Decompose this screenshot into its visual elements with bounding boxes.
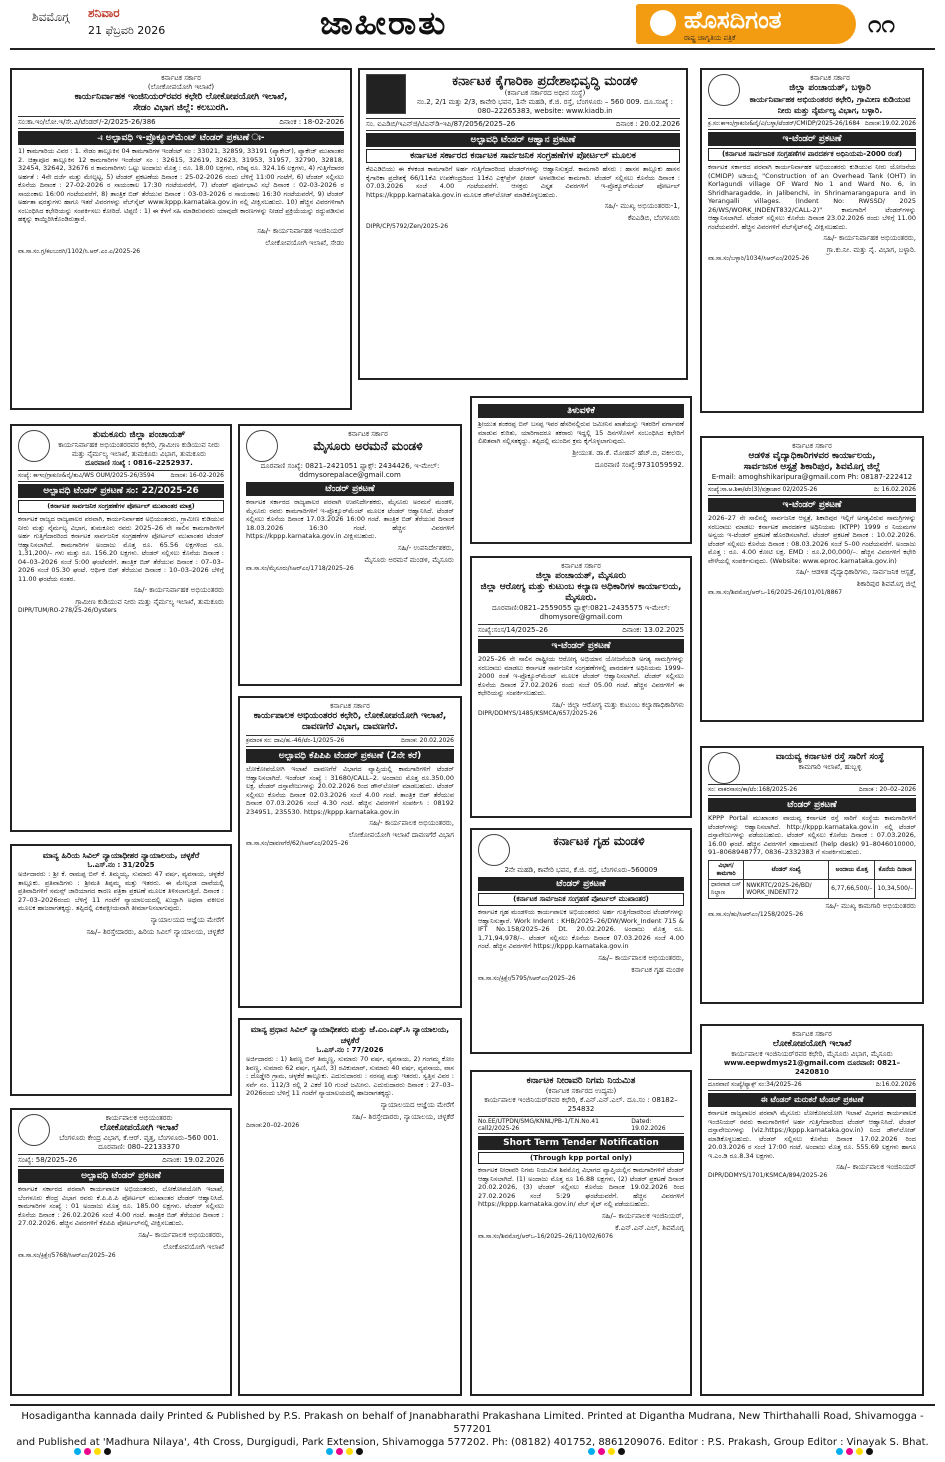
ad-sign: ಸಹಿ/- ಕಾರ್ಯನಿರ್ವಾಹಕ ಇಂಜಿನಿಯರ್ — [257, 226, 344, 235]
ad-dept: ಕಾರ್ಯಪಾಲಕ ಅಭಿಯಂತರರ ಕಛೇರಿ, ಲೋಕೋಪಯೋಗಿ ಇಲಾಖೆ, ದಾವಣಗೆರೆ ವಿಭಾಗ, ದಾವಣಗೆರೆ. — [253, 711, 447, 732]
ad-body: 2026–27 ನೇ ಸಾಲಿನಲ್ಲಿ ಸಾರ್ವಜನಿಕ ಆಸ್ಪತ್ರೆ, ಶಿಕಾರಿಪುರ ಇಲ್ಲಿಗೆ ಅಗತ್ಯವಿರುವ ಸಾಮಗ್ರಿಗಳನ್ನು ಸರಬರಾಜು ಮಾಡಲು ಕರ್ನಾಟಕ ಪಾರದರ್ಶಕ ಅಧಿನಿಯಮ (KTPP) 1999 ರ ನಿಯಮಗಳ ಅನ್ವಯ ಇ-ಟೆಂಡರ್ ಪ್ರಕಟಣೆ ಹೊರಡಿಸಲಾಗಿದೆ. ಟೆಂಡರ್ ಪ್ರಕಟಣೆ ದಿನಾಂಕ : 10.02.2026. ಟೆಂಡರ್ ಸಲ್ಲಿಸಲು ಕೊನೆಯ ದಿನಾಂಕ : 08.03.2026 ಸಂಜೆ 5–00 ಗಂಟೆಯವರೆಗೆ. ಅಂದಾಜು ಮೊತ್ತ : ರೂ. 4.00 ಕೋಟಿ ಲಕ್ಷ. EMD : ರೂ.2,00,000/–. ಹೆಚ್ಚಿನ ವಿವರಗಳಿಗೆ ಕಛೇರಿ ವೇಳೆಯಲ್ಲಿ ಸಂಪರ್ಕಿಸುವುದು. (Website: www.eproc.karnataka.gov.in) — [708, 514, 916, 565]
date-label: 21 ಫೆಬ್ರವರಿ 2026 — [88, 24, 166, 37]
ad-sign: ಸಹಿ/- ಜಿಲ್ಲಾ ಆರೋಗ್ಯ ಮತ್ತು ಕುಟುಂಬ ಕಲ್ಯಾಣಾಧಿಕಾರಿಗಳು — [551, 700, 684, 709]
ad-footer-code: ವಾ.ಸಾ.ಸಂ/ಶಿವಮೊಗ್ಗ/ಆರ್‌ಒ-16/2025–26/110/02/6076 — [478, 1232, 613, 1240]
ad-band: ಇ-ಟೆಂಡರ್ ಪ್ರಕಟಣೆ — [708, 132, 916, 146]
ad-band: ಅಲ್ಪಾವಧಿ ಟೆಂಡರ್ ಪ್ರಕಟಣೆ — [18, 1169, 224, 1183]
registration-dot — [346, 1448, 353, 1455]
registration-dot — [356, 1448, 363, 1455]
ad-band: ಟೆಂಡರ್ ಪ್ರಕಟಣೆ — [708, 798, 916, 812]
ad-zp-ballari — [700, 68, 924, 413]
ad-pwd-sedam — [10, 68, 352, 410]
ad-refs — [708, 484, 916, 496]
ad-sign2: ಕರ್ನಾಟಕ ಗೃಹ ಮಂಡಳಿ — [631, 965, 684, 974]
ad-public-notice — [470, 396, 692, 544]
ad-band2: (ಕರ್ನಾಟಕ ಸಾರ್ವಜನಿಕ ಸಂಗ್ರಹಣೆ ಪೋರ್ಟಲ್ ಮುಖಾಂತರ) — [478, 893, 684, 906]
ad-dept2: ಕಾರ್ಯನಿರ್ವಾಹಕ ಅಭಿಯಂತರರ ಕಛೇರಿ, ಗ್ರಾಮೀಣ ಕುಡಿಯುವ ನೀರು ಮತ್ತು ನೈರ್ಮಲ್ಯ ವಿಭಾಗ, ಬಳ್ಳಾರಿ. — [749, 95, 911, 115]
ad-addr: ನಂ.2, 2/1 ಮತ್ತು 2/3, ಕಾವೇರಿ ಭವನ, 1ನೇ ಮಹಡಿ, ಕೆ.ಜಿ. ರಸ್ತೆ, ಬೆಂಗಳೂರು – 560 009. ದೂ.ಸಂಖ್ಯೆ : 080–22265383, website: www.kiadb.in — [417, 98, 673, 115]
ad-dept2: ಸೇಡಂ ವಿಭಾಗ ಜಿಲ್ಲೆ: ಕಲಬುರಗಿ. — [133, 103, 229, 113]
ad-sign: ಸಹಿ/– ಕಾರ್ಯಪಾಲಕ ಅಭಿಯಂತರರು, — [598, 953, 684, 962]
color-registration-marks — [326, 1448, 363, 1455]
ad-ref: No.EE/UTPDN/SMG/KNNL/PB-1/T.N.No.41 call2/2025-26 — [478, 1118, 599, 1132]
brand-name: ಹೊಸದಿಗಂತ — [684, 6, 782, 34]
registration-dot — [846, 1448, 853, 1455]
brand-emblem-icon — [650, 10, 676, 36]
ad-ref: ಸಂ. ಐಎಡಿಬಿ/ಇಎನ್‌ಜಿ/ಟಿಎನ್‌ಡಿ-ಇಪಿ/87/2056/2025–26 — [366, 120, 516, 128]
ad-govt-label: ಕರ್ನಾಟಕ ಸರ್ಕಾರ — [330, 702, 370, 710]
ad-footer-code: DIPR/DDMYS/1701/KSMCA/894/2025-26 — [708, 1172, 828, 1179]
ad-khb — [470, 828, 692, 1054]
ad-date: Dated: 19.02.2026 — [631, 1118, 666, 1132]
ad-date: ದಿನಾಂಕ : 20–02–2026 — [858, 786, 916, 793]
ad-band: ತಿಳುವಳಿಕೆ — [478, 404, 684, 418]
ad-court-2 — [238, 1018, 462, 1396]
ad-addr: E-mail: amoghshikaripura@gmail.com Ph: 08187-222412 — [711, 473, 913, 481]
ad-ref: ಸಂಖ್ಯೆ: ಕಾಇಂ/ಗ್ರಾಕುನೀ&ನೈ/ತುವಿ/WS OUM/2025-26/3594 — [18, 472, 155, 479]
ad-sign2: ಲೋಕೋಪಯೋಗಿ ಇಲಾಖೆ — [163, 1242, 224, 1251]
color-registration-marks — [588, 1448, 625, 1455]
ad-refs — [708, 784, 916, 796]
ad-pwd-bengaluru — [10, 1108, 232, 1396]
ad-addr: ದೂರವಾಣಿ ಸಂಖ್ಯೆ: 0821–2421051 ಫ್ಯಾಕ್ಸ್: 2434426, ಇ-ಮೇಲ್: ddmysorepalace@gmail.com — [260, 462, 440, 479]
ad-org: ಕರ್ನಾಟಕ ನೀರಾವರಿ ನಿಗಮ ನಿಯಮಿತ — [526, 1076, 636, 1086]
tender-table — [708, 860, 916, 899]
ad-refs — [18, 116, 344, 129]
brand-tagline: ರಾಷ್ಟ್ರ ಜಾಗೃತಿಯ ಪತ್ರಿಕೆ — [684, 34, 736, 42]
table-cell: 10,34,500/– — [875, 879, 916, 898]
imprint-footer — [10, 1404, 935, 1449]
ad-case-no: ಓ.ಎಸ್.ನಂ : 77/2026 — [316, 1046, 384, 1054]
ad-body: ಅರ್ಜಿದಾರರು : ಶ್ರೀ ಕೆ. ರಾಮಪ್ಪ ಬಿನ್ ಕೆ. ತಿಮ್ಮಯ್ಯ, ಸುಮಾರು 47 ವರ್ಷ, ವ್ಯವಸಾಯ, ಚಳ್ಳಕೆರೆ ತಾಲ್ಲೂಕು. ಪ್ರತಿವಾದಿಗಳು : ಶ್ರೀಮತಿ ತಿಪ್ಪಮ್ಮ ಮತ್ತು ಇತರರು. ಈ ಮೇಲ್ಕಂಡ ದಾವೆಯಲ್ಲಿ ಪ್ರತಿವಾದಿಗಳಿಗೆ ಸಮನ್ಸ್ ಜಾರಿಯಾಗದ ಕಾರಣ ಪತ್ರಿಕಾ ಪ್ರಕಟಣೆ ಮೂಲಕ ತಿಳಿಸಲಾಗುತ್ತಿದೆ. ದಿನಾಂಕ : 27–03–2026ರಂದು ಬೆಳಿಗ್ಗೆ 11 ಗಂಟೆಗೆ ನ್ಯಾಯಾಲಯದಲ್ಲಿ ಖುದ್ದಾಗಿ ಅಥವಾ ವಕೀಲರ ಮೂಲಕ ಹಾಜರಾಗತಕ್ಕದ್ದು. ತಪ್ಪಿದಲ್ಲಿ ಏಕಪಕ್ಷೀಯವಾಗಿ ತೀರ್ಮಾನಿಸಲಾಗುವುದು. — [18, 870, 224, 912]
ad-footer-code: ವಾ.ಸಾ.ಸಂ/ಕ್ರಿಕ್ಷೇ/5795/ಸಿಆರ್‌ಎಂ/2025–26 — [478, 974, 576, 982]
ad-sign: ಸಹಿ/– ಕಾರ್ಯಪಾಲಕ ಇಂಜಿನಿಯರ್ — [836, 1163, 916, 1171]
masthead-title: ಜಾಹೀರಾತು — [320, 4, 448, 42]
ad-footer-code: ವಾ.ಸಾ.ಸಂ.ಗ್ರ/ಕಲಬುರಗಿ/1102/ಸಿ.ಆರ್.ಎಂ.ಎ/2025-26 — [18, 247, 141, 255]
ad-org: ಕರ್ನಾಟಕ ಕೈಗಾರಿಕಾ ಪ್ರದೇಶಾಭಿವೃದ್ಧಿ ಮಂಡಳಿ — [452, 74, 638, 89]
registration-dot — [326, 1448, 333, 1455]
ad-refs — [366, 118, 680, 131]
ad-sign2: ಮೈಸೂರು ಅರಮನೆ ಮಂಡಳಿ, ಮೈಸೂರು — [364, 555, 454, 564]
ad-footer-code: DIPR/TUM/RO-278/25-26/Oysters — [18, 607, 117, 614]
ad-body: ಕೆಐಎಡಿಬಿಯು ಈ ಕೆಳಕಂಡ ಕಾಮಗಾರಿಗೆ ಅರ್ಹ ಗುತ್ತಿಗೆದಾರರಿಂದ ಟೆಂಡರ್‌ಗಳನ್ನು ಆಹ್ವಾನಿಸುತ್ತದೆ. ಕಾಮಗಾರಿ ಹೆಸರು : ಹಾಸನ ತಾಲ್ಲೂಕು ಹಾಸನ ಕೈಗಾರಿಕಾ ಪ್ರದೇಶಕ್ಕೆ 66/11ಕೆವಿ ಉಪಕೇಂದ್ರದಿಂದ 11ಕೆವಿ ಎಕ್ಸ್‌ಪ್ರೆಸ್ ಫೀಡರ್ ಅಳವಡಿಸುವ ಕಾಮಗಾರಿ. ಟೆಂಡರ್ ಸಲ್ಲಿಸಲು ಕೊನೆಯ ದಿನಾಂಕ : 07.03.2026 ಸಂಜೆ 4.00 ಗಂಟೆಯವರೆಗೆ. ಆಸಕ್ತರು ವಿಸ್ತೃತ ವಿವರಗಳಿಗೆ ಇ-ಪ್ರೊಕ್ಯೂರ್‌ಮೆಂಟ್ ಪೋರ್ಟಲ್ https://kppp.karnataka.gov.in ಮೂಲಕ ಡೌನ್‌ಲೋಡ್ ಮಾಡಿಕೊಳ್ಳಬಹುದು. — [366, 165, 680, 199]
ad-addr: www.eepwdmys21@gmail.com ದೂರವಾಣಿ: 0821–2420810 — [723, 1059, 901, 1076]
ad-sign2: ಲೋಕೋಪಯೋಗಿ ಇಲಾಖೆ ದಾವಣಗೆರೆ ವಿಭಾಗ — [348, 831, 454, 839]
ad-date: ದಿನಾಂಕ : 18-02-2026 — [279, 118, 344, 126]
ad-govt-label: ಕರ್ನಾಟಕ ಸರ್ಕಾರ — [810, 74, 850, 82]
ad-dept: ಲೋಕೋಪಯೋಗಿ ಇಲಾಖೆ — [99, 1123, 179, 1133]
registration-dot — [94, 1448, 101, 1455]
ad-date: ದಿ:16.02.2026 — [875, 1081, 916, 1088]
ad-refs — [246, 735, 454, 747]
brand-logo — [636, 4, 856, 44]
ad-band2: (ಕರ್ನಾಟಕ ಸಾರ್ವಜನಿಕ ಸಂಗ್ರಹಣೆಗಳ ಪೋರ್ಟಲ್ ಮುಖಾಂತರ ಮಾತ್ರ) — [18, 500, 224, 513]
ad-ref: ಸಂಖ್ಯೆ: 58/2025–26 — [18, 1156, 78, 1164]
color-registration-marks — [74, 1448, 111, 1455]
ad-sign: ಸಹಿ/- ಮುಖ್ಯ ಅಭಿಯಂತರರು-1, — [604, 202, 680, 210]
ad-sign2: ಸಹಿ/– ಶಿರಸ್ತೇದಾರರು, ಹಿರಿಯ ಸಿವಿಲ್ ನ್ಯಾಯಾಲಯ, ಚಳ್ಳಕೆರೆ — [86, 927, 224, 936]
ad-kiadb — [358, 68, 688, 380]
ad-sub-label: (ಕರ್ನಾಟಕ ಸರ್ಕಾರದ ಅಧೀನ ಸಂಸ್ಥೆ) — [504, 89, 586, 97]
ad-sign: ನ್ಯಾಯಾಲಯದ ಆಜ್ಞೆಯ ಮೇರೆಗೆ — [380, 1100, 454, 1109]
table-header-cell: ಅಂದಾಜು ಮೊತ್ತ — [829, 860, 875, 879]
imprint-line-1: Hosadigantha kannada daily Printed & Published by P.S. Prakash on behalf of Jnanabharathi Prakashana Limited. Printed at Digantha Mudrana, New Thirthahalli Road, Shivamogga - 577201 — [21, 1411, 924, 1435]
ad-ref: ಸಂಖ್ಯೆ:ಸಂಸ/14/2025–26 — [478, 626, 548, 634]
kiadb-logo-icon — [366, 74, 406, 114]
ad-date: ದಿನಾಂಕ: 16-02-2026 — [170, 472, 224, 479]
ad-dept2: ಜಿಲ್ಲಾ ಆರೋಗ್ಯ ಮತ್ತು ಕುಟುಂಬ ಕಲ್ಯಾಣ ಅಧಿಕಾರಿಗಳ ಕಾರ್ಯಾಲಯ, ಮೈಸೂರು. — [480, 582, 682, 603]
ad-org: ಮೈಸೂರು ಅರಮನೆ ಮಂಡಳಿ — [313, 439, 423, 453]
ad-addr: ದೂರವಾಣಿ ಸಂಖ್ಯೆ : 0816–2252937. — [85, 459, 193, 467]
registration-dot — [74, 1448, 81, 1455]
ad-sign: ಸಹಿ/- ಕಾರ್ಯಪಾಲಕ ಅಭಿಯಂತರರು, — [369, 819, 454, 827]
ad-band: ಟೆಂಡರ್ ಪ್ರಕಟಣೆ — [478, 877, 684, 891]
ad-date: ದಿನಾಂಕ : 20.02.2026 — [615, 120, 680, 128]
registration-dot — [588, 1448, 595, 1455]
location-label: ಶಿವಮೊಗ್ಗ — [32, 10, 70, 24]
ad-dept2: ಸಾರ್ವಜನಿಕ ಆಸ್ಪತ್ರೆ ಶಿಕಾರಿಪುರ, ಶಿವಮೊಗ್ಗ ಜಿಲ್ಲೆ — [743, 462, 881, 472]
ad-case-no: ಓ.ಎಸ್.ನಂ : 31/2025 — [87, 861, 155, 869]
ad-court-title: ಮಾನ್ಯ ಪ್ರಧಾನ ಸಿವಿಲ್ ನ್ಯಾಯಾಧೀಶರು ಮತ್ತು ಜೆ.ಎಂ.ಎಫ್.ಸಿ ನ್ಯಾಯಾಲಯ, ಚಳ್ಳಕೆರೆ — [250, 1025, 450, 1045]
ad-addr: ಬೆಂಗಳೂರು ಕೇಂದ್ರ ವಿಭಾಗ, ಕೆ.ಆರ್. ವೃತ್ತ, ಬೆಂಗಳೂರು–560 001. ದೂರವಾಣಿ: 080–22133370 — [59, 1134, 219, 1151]
ad-sub-label: (ಲೋಕೋಪಯೋಗಿ ಇಲಾಖೆ) — [147, 83, 215, 91]
ad-footer-code: DIPR/CP/5792/Zen/2025-26 — [366, 223, 449, 230]
imprint-line-2: and Published at 'Madhura Nilaya', 4th Cross, Durgigudi, Park Extension, Shivamogga 577202. Ph: (08182) 401752, 8861209076. Editor : P.S. Prakash, Group Editor : Vinayak S. Bhat. — [16, 1437, 929, 1448]
ad-ref: ಸಂಖ್ಯೆ:ಸಾ.ಆ.ಶಿಕಾ/ಟೆಂ(3)/ಪತ್ರಾಜಾರ 02/2025-26 — [708, 486, 818, 493]
ad-court-challakere — [10, 844, 232, 1096]
ad-sign2: ಸಹಿ/– ಶಿರಸ್ತೇದಾರರು, ನ್ಯಾಯಾಲಯ, ಚಳ್ಳಕೆರೆ — [351, 1112, 454, 1121]
registration-dot — [836, 1448, 843, 1455]
ad-sub-label: (ಕರ್ನಾಟಕ ಸರ್ಕಾರದ ಉದ್ಯಮ) — [545, 1087, 617, 1095]
ad-body: 2025–26 ನೇ ಸಾಲಿನ ರಾಷ್ಟ್ರೀಯ ಆರೋಗ್ಯ ಅಭಿಯಾನ ಯೋಜನೆಯಡಿ ಅಗತ್ಯ ಸಾಮಗ್ರಿಗಳನ್ನು ಸರಬರಾಜು ಮಾಡಲು ಕರ್ನಾಟಕ ಸಾರ್ವಜನಿಕ ಸಂಗ್ರಹಣೆಗಳಲ್ಲಿ ಪಾರದರ್ಶಕ ಅಧಿನಿಯಮ 1999–2000 ರಂತೆ ಇ-ಪ್ರೊಕ್ಯೂರ್‌ಮೆಂಟ್ ಮೂಲಕ ಟೆಂಡರ್ ಆಹ್ವಾನಿಸಲಾಗಿದೆ. ಟೆಂಡರ್ ಸಲ್ಲಿಸಲು ಕೊನೆಯ ದಿನಾಂಕ 27.02.2026 ರಂದು ಸಂಜೆ 05.00 ಗಂಟೆ. ಹೆಚ್ಚಿನ ವಿವರಗಳಿಗೆ ಈ ಕಛೇರಿಯನ್ನು ಸಂಪರ್ಕಿಸಬಹುದು. — [478, 655, 684, 697]
ad-dept2: ಕಾರ್ಯಪಾಲಕ ಇಂಜಿನಿಯರ್‌ರವರ ಕಛೇರಿ, ಮೈಸೂರು ವಿಭಾಗ, ಮೈಸೂರು — [731, 1050, 893, 1058]
ad-footer-code: ವಾ.ಸಾ.ಸಂ/ಮೈಸೂರು/ಸಿಆರ್‌ಎಂ/1718/2025–26 — [246, 564, 354, 572]
ad-sign: ಶ್ರೀಯುತ. ಡಾ.ಕೆ. ಮೋಹನ್ ಹೆಚ್.ಬಿ, ವಕೀಲರು, — [572, 448, 684, 457]
ad-knnl — [470, 1070, 692, 1396]
ad-ref: ಕ್ರಮಾಂಕ ಸಂ: ದಾವಿ/ಹ.-46/ಟೆಂ-1/2025–26 — [246, 737, 345, 744]
ad-sign2: ಕೆ.ಎನ್.ಎನ್.ಎಲ್, ಶಿವಮೊಗ್ಗ — [615, 1223, 684, 1232]
ad-refs — [18, 1154, 224, 1167]
ad-refs — [478, 1116, 684, 1134]
ad-sign2: ದೂರವಾಣಿ ಸಂಖ್ಯೆ:9731059592. — [594, 460, 684, 469]
ad-body: ಕರ್ನಾಟಕ ಸರ್ಕಾರದ ಪರವಾಗಿ ಕಾರ್ಯಪಾಲಕ ಅಭಿಯಂತರರು, ಲೋಕೋಪಯೋಗಿ ಇಲಾಖೆ, ಬೆಂಗಳೂರು ಕೇಂದ್ರ ವಿಭಾಗ ರವರು ಕೆ.ಪಿ.ಪಿ.ಪಿ ಪೋರ್ಟಲ್ ಮುಖಾಂತರ ಟೆಂಡರ್ ಆಹ್ವಾನಿಸಿದೆ. ಕಾಮಗಾರಿಗಳ ಸಂಖ್ಯೆ : 01 ಅಂದಾಜು ಮೊತ್ತ ರೂ. 185.00 ಲಕ್ಷಗಳು. ಟೆಂಡರ್ ಸಲ್ಲಿಸಲು ಕೊನೆಯ ದಿನಾಂಕ : 26.02.2026 ಸಂಜೆ 4.00 ಗಂಟೆ. ತಾಂತ್ರಿಕ ಬಿಡ್ ತೆರೆಯುವ ದಿನಾಂಕ : 27.02.2026. ಹೆಚ್ಚಿನ ವಿವರಗಳಿಗೆ ಕೆಪಿಪಿಪಿ ಪೋರ್ಟಲ್‌ನಲ್ಲಿ ವೀಕ್ಷಿಸಬಹುದು. — [18, 1185, 224, 1227]
ad-govt-label: ಕರ್ನಾಟಕ ಸರ್ಕಾರ — [348, 430, 388, 438]
registration-dot — [866, 1448, 873, 1455]
table-header-cell: ಕೊನೆಯ ದಿನಾಂಕ — [875, 860, 916, 879]
ad-footer-code: ವಾ.ಸಾ.ಸಂ/ಹು/ಸಿಆರ್‌ಎಂ/1258/2025–26 — [708, 910, 804, 918]
table-cell: ಧಾರವಾಡ ಬಸ್ ನಿಲ್ದಾಣ — [709, 879, 744, 898]
ad-sign: ಸಹಿ/- ಕಾರ್ಯನಿರ್ವಾಹಕ ಅಭಿಯಂತರರು — [133, 586, 224, 594]
ad-body: ಶ್ರೀಯುತ ಶಂಕರಪ್ಪ ಬಿನ್ ಬಸಪ್ಪ ಇವರ ಹೆಸರಿನಲ್ಲಿರುವ ಜಮೀನಿನ ಖಾತೆಯನ್ನು ಇತರರಿಗೆ ವರ್ಗಾವಣೆ ಮಾಡುವ ಕುರಿತು, ಯಾರಿಗಾದರೂ ತಕರಾರು ಇದ್ದಲ್ಲಿ 15 ದಿನಗಳೊಳಗೆ ಸಂಬಂಧಿಸಿದ ಕಛೇರಿಗೆ ಲಿಖಿತವಾಗಿ ಸಲ್ಲಿಸತಕ್ಕದ್ದು. ತಪ್ಪಿದಲ್ಲಿ ಮುಂದಿನ ಕ್ರಮ ಕೈಗೊಳ್ಳಲಾಗುವುದು. — [478, 420, 684, 445]
ad-band: Short Term Tender Notification — [478, 1136, 684, 1150]
table-header-cell: ಟೆಂಡರ್ ಸಂಖ್ಯೆ — [744, 860, 829, 879]
govt-emblem-icon — [18, 1114, 50, 1146]
registration-dot — [84, 1448, 91, 1455]
ad-govt-label: ಕರ್ನಾಟಕ ಸರ್ಕಾರ — [792, 442, 832, 450]
ad-refs — [708, 1079, 916, 1091]
registration-dot — [598, 1448, 605, 1455]
ad-mysore-palace — [238, 424, 462, 686]
ad-addr: 2ನೇ ಮಹಡಿ, ಕಾವೇರಿ ಭವನ, ಕೆ.ಜಿ. ರಸ್ತೆ, ಬೆಂಗಳೂರು–560009 — [504, 866, 658, 874]
ad-footer-code: ವಾ.ಸಾ.ಸಂ/ಶಿವಮೊಗ್ಗ/ಆರ್‌ಒ-16/2025-26/101/01/8867 — [708, 589, 843, 596]
ad-pwd-davanagere — [238, 696, 462, 1008]
ad-band: ಅಲ್ಪಾವಧಿ ಟೆಂಡರ್ ಆಹ್ವಾನ ಪ್ರಕಟಣೆ — [366, 133, 680, 147]
ad-refs — [708, 118, 916, 130]
ad-sign: ಸಹಿ/– ಕಾರ್ಯಪಾಲಕ ಅಭಿಯಂತರರು, — [138, 1230, 224, 1239]
page-number: ೧೧ — [868, 10, 895, 38]
ad-refs — [18, 470, 224, 482]
ad-band: ಈ ಟೆಂಡರ್ ಮರುಕರೆ ಟೆಂಡರ್ ಪ್ರಕಟಣೆ — [708, 1093, 916, 1107]
registration-dot — [336, 1448, 343, 1455]
zp-emblem-icon — [18, 430, 50, 462]
ad-body: ಕರ್ನಾಟಕ ಸರ್ಕಾರದ ರಾಜ್ಯಪಾಲರ ಪರವಾಗಿ ಉಪನಿರ್ದೇಶಕರು, ಮೈಸೂರು ಅರಮನೆ ಮಂಡಳಿ, ಮೈಸೂರು ರವರು ಕಾಮಗಾರಿಗಳಿಗೆ ಇ-ಪ್ರೊಕ್ಯೂರ್‌ಮೆಂಟ್ ಮೂಲಕ ಟೆಂಡರ್ ಆಹ್ವಾನಿಸಿದೆ. ಟೆಂಡರ್ ಸಲ್ಲಿಸಲು ಕೊನೆಯ ದಿನಾಂಕ 17.03.2026 16:00 ಗಂಟೆ. ತಾಂತ್ರಿಕ ಬಿಡ್ ತೆರೆಯುವ ದಿನಾಂಕ 18.03.2026 16:30 ಗಂಟೆ. ಹೆಚ್ಚಿನ ವಿವರಗಳಿಗೆ https://kppp.karnataka.gov.in ವೀಕ್ಷಿಸಬಹುದು. — [246, 498, 454, 540]
ad-refs — [478, 624, 684, 637]
ad-sign2: ಗ್ರಾಮೀಣ ಕುಡಿಯುವ ನೀರು ಮತ್ತು ನೈರ್ಮಲ್ಯ ಇಲಾಖೆ, ತುಮಕೂರು — [75, 598, 224, 606]
ad-band: ಇ-ಟೆಂಡರ್ ಪ್ರಕಟಣೆ — [478, 639, 684, 653]
ad-ref: ದೂರವಾಣಿ ಸಂಖ್ಯೆ/ಫ್ಯಾಕ್ಸ್ ಸಂ:34/2025–26 — [708, 1081, 802, 1088]
ad-govt-label: ಕರ್ನಾಟಕ ಸರ್ಕಾರ — [792, 1030, 832, 1038]
ad-nwkrtc — [700, 746, 924, 1004]
palace-emblem-icon — [246, 430, 278, 462]
ad-dept: ಕಾರ್ಯನಿರ್ವಾಹಕ ಅಭಿಯಂತರರವರ ಕಛೇರಿ, ಗ್ರಾಮೀಣ ಕುಡಿಯುವ ನೀರು ಮತ್ತು ನೈರ್ಮಲ್ಯ ಇಲಾಖೆ, ತುಮಕೂರು ವಿಭಾಗ, ತುಮಕೂರು — [58, 441, 220, 458]
table-row — [709, 879, 916, 898]
ad-body: ಕರ್ನಾಟಕ ನೀರಾವರಿ ನಿಗಮ ನಿಯಮಿತ ಶಿವಮೊಗ್ಗ ವಿಭಾಗದ ವ್ಯಾಪ್ತಿಯಲ್ಲಿನ ಕಾಮಗಾರಿಗಳಿಗೆ ಟೆಂಡರ್ ಆಹ್ವಾನಿಸಲಾಗಿದೆ. (1) ಅಂದಾಜು ಮೊತ್ತ ರೂ 16.88 ಲಕ್ಷಗಳು, (2) ಟೆಂಡರ್ ಪ್ರಕಟಣೆ ದಿನಾಂಕ 20.02.2026, (3) ಟೆಂಡರ್ ಸಲ್ಲಿಸಲು ಕೊನೆಯ ದಿನಾಂಕ 19.02.2026 ರಿಂದ 27.02.2026 ಸಂಜೆ 5:29 ಘಂಟೆಯವರೆಗೆ. ಹೆಚ್ಚಿನ ವಿವರಗಳಿಗೆ https://kppp.karnataka.gov.in/ ವೆಬ್ ಸೈಟ್ ನಲ್ಲಿ ಪಡೆಯಬಹುದು. — [478, 1166, 684, 1208]
ad-band2: (Through kpp portal only) — [478, 1152, 684, 1164]
ad-hospital-shikaripura — [700, 436, 924, 722]
ad-body: ಕರ್ನಾಟಕ ರಾಜ್ಯಪಾಲರ ಪರವಾಗಿ ಮೈಸೂರು ಲೋಕೋಪಯೋಗಿ ಇಲಾಖೆ ವಿಭಾಗದ ಕಾರ್ಯಪಾಲಕ ಇಂಜಿನಿಯರ್ ರವರು ಕಾಮಗಾರಿಗಳಿಗೆ ಅರ್ಹ ಗುತ್ತಿಗೆದಾರರಿಂದ ಟೆಂಡರ್ ಆಹ್ವಾನಿಸಿದೆ. ಟೆಂಡರ್ ದಸ್ತಾವೇಜುಗಳನ್ನು (viz.https://kppp.karnataka.gov.in) ನಿಂದ ಡೌನ್‌ಲೋಡ್ ಮಾಡಿಕೊಳ್ಳಬಹುದು. ಟೆಂಡರ್ ಸಲ್ಲಿಸಲು ಕೊನೆಯ ದಿನಾಂಕ 17.02.2026 ರಿಂದ 20.03.2026 ರ ಸಂಜೆ 17:00 ಗಂಟೆ. ಅಂದಾಜು ಮೊತ್ತ ರೂ. 555.69 ಲಕ್ಷಗಳು ಹಾಗೂ ಇ.ಎಂ.ಡಿ ರೂ.8.34 ಲಕ್ಷಗಳು. — [708, 1109, 916, 1160]
ad-date: ದಿನಾಂಕ: 13.02.2025 — [622, 626, 684, 634]
ad-addr: ಕಾರ್ಯಪಾಲಕ ಇಂಜಿನಿಯರ್‌ರವರ ಕಛೇರಿ, ಕೆ.ಎನ್.ಎನ್.ಎಲ್. ದೂ.ಸಂ : 08182–254832 — [484, 1096, 678, 1113]
ad-body: ಕರ್ನಾಟಕ ಗೃಹ ಮಂಡಳಿಯ ಕಾರ್ಯಪಾಲಕ ಅಭಿಯಂತರರು ಅರ್ಹ ಗುತ್ತಿಗೆದಾರರಿಂದ ಟೆಂಡರ್‌ಗಳನ್ನು ಆಹ್ವಾನಿಸುತ್ತಾರೆ. Work Indent : KHB/2025–26/DW/Work_Indent 715 & IFT No.158/2025–26 Dt. 20.02.2026. ಅಂದಾಜು ಮೊತ್ತ ರೂ. 1,71,94,978/–. ಟೆಂಡರ್ ಸಲ್ಲಿಸಲು ಕೊನೆಯ ದಿನಾಂಕ 07.03.2026 ಸಂಜೆ 4.00 ಗಂಟೆ. ಹೆಚ್ಚಿನ ವಿವರಗಳಿಗೆ https://kppp.karnataka.gov.in — [478, 908, 684, 950]
ad-sign: ಸಹಿ/– ಕಾರ್ಯಪಾಲಕ ಇಂಜಿನಿಯರ್, — [601, 1211, 684, 1220]
ad-dept: ಆಡಳಿತ ವೈದ್ಯಾಧಿಕಾರಿಗಳವರ ಕಾರ್ಯಾಲಯ, — [748, 451, 876, 461]
table-cell: NWKRTC/2025-26/BD/ WORK_INDENT72 — [744, 879, 829, 898]
ad-court-title: ಮಾನ್ಯ ಹಿರಿಯ ಸಿವಿಲ್ ನ್ಯಾಯಾಧೀಶರ ನ್ಯಾಯಾಲಯ, ಚಳ್ಳಕೆರೆ — [42, 851, 200, 860]
ad-band2: ಕರ್ನಾಟಕ ಸರ್ಕಾರದ ಕರ್ನಾಟಕ ಸಾರ್ವಜನಿಕ ಸಂಗ್ರಹಣೆಗಳ ಪೋರ್ಟಲ್ ಮೂಲಕ — [366, 149, 680, 163]
ad-dept: ಕಾರ್ಯನಿರ್ವಾಹಕ ಇಂಜಿನಿಯರ್‌ರವರ ಕಛೇರಿ ಲೋಕೋಪಯೋಗಿ ಇಲಾಖೆ, — [74, 92, 288, 102]
ad-addr: ದೂರವಾಣಿ:0821–2559055 ಫ್ಯಾಕ್ಸ್:0821–2435575 ಇ-ಮೇಲ್: dhomysore@gmail.com — [492, 604, 670, 621]
ad-zp-tumakuru — [10, 424, 232, 832]
ad-body: ಕರ್ನಾಟಕ ಸರ್ಕಾರದ ಪರವಾಗಿ ಕಾರ್ಯನಿರ್ವಾಹಕ ಅಭಿಯಂತರರು ಕುಡಿಯುವ ನೀರು ಯೋಜನೆಯ (CMIDP) ಅಡಿಯಲ್ಲಿ "Construction of an Overhead Tank (OHT) in Korlagundi village OF Ward No 1 and Ward No. 6, in Shridharagadde, in Jalibenchi, in Shrinamarangapura and in Yerangalli villages. (Indent No: RWSSD/ 2025 26/WS/WORK_INDENT832/CALL-2)" ಕಾಮಗಾರಿಗೆ ಟೆಂಡರ್‌ಗಳನ್ನು ಆಹ್ವಾನಿಸಲಾಗಿದೆ. ಟೆಂಡರ್ ಸಲ್ಲಿಸಲು ಕೊನೆಯ ದಿನಾಂಕ 23.02.2026 ರಂದು ಬೆಳಿಗ್ಗೆ 11.00 ಗಂಟೆಯವರೆಗೆ. ಹೆಚ್ಚಿನ ವಿವರಗಳಿಗೆ ವೆಬ್‌ಸೈಟ್‌ನಲ್ಲಿ ವೀಕ್ಷಿಸಬಹುದು. — [708, 163, 916, 231]
ad-footer-code: ವಾ.ಸಾ.ಸಂ/ದಾವಣಗೆರೆ/62/ಸಿಆರ್‌ಎಂ/2025–26 — [246, 840, 349, 847]
ad-sign2: ಲೋಕೋಪಯೋಗಿ ಇಲಾಖೆ, ಸೇಡಂ — [265, 238, 344, 247]
ad-date: ದಿನಾಂಕ:20–02–2026 — [246, 1121, 300, 1129]
header-divider — [10, 48, 935, 50]
table-header-row — [709, 860, 916, 879]
ad-sign2: ಶಿಕಾರಿಪುರ ಶಿವಮೊಗ್ಗ ಜಿಲ್ಲೆ — [856, 580, 916, 588]
khb-logo-icon — [478, 834, 510, 866]
ad-ref: ಸಂ:ಕಾ.ಇಂ/ಲೋ.ಇ/ಸೇ.ವಿ/ಟೆಂಡರ್/‌-2/2025-26/386 — [18, 118, 156, 126]
ad-body: ಅರ್ಜಿದಾರರು : 1) ಶಿವಣ್ಣ ಬಿನ್ ತಿಮ್ಮಣ್ಣ, ಸುಮಾರು 70 ವರ್ಷ, ವ್ಯವಸಾಯ, 2) ಗಂಗಮ್ಮ ಕೋಂ ಶಿವಣ್ಣ, ಸುಮಾರು 62 ವರ್ಷ, ಗೃಹಿಣಿ, 3) ರವಿಕುಮಾರ್, ಸುಮಾರು 40 ವರ್ಷ, ವ್ಯವಸಾಯ, ವಾಸ : ದೊಡ್ಡೇರಿ ಗ್ರಾಮ, ಚಳ್ಳಕೆರೆ ತಾಲ್ಲೂಕು. ಎದುರುದಾರರು : ನರಸಪ್ಪ ಮತ್ತು ಇತರರು. ಸ್ವತ್ತಿನ ವಿವರ : ಸರ್ವೆ ನಂ. 112/3 ರಲ್ಲಿ 2 ಎಕರೆ 10 ಗುಂಟೆ ಜಮೀನು. ಎದುರುದಾರರು ದಿನಾಂಕ : 27–03–2026ರಂದು ಬೆಳಿಗ್ಗೆ 11 ಗಂಟೆಗೆ ನ್ಯಾಯಾಲಯದಲ್ಲಿ ಹಾಜರಾಗತಕ್ಕದ್ದು. — [246, 1055, 454, 1097]
ad-date: ದಿನಾಂಕ:19.02.2026 — [864, 120, 916, 127]
ad-org: ತುಮಕೂರು ಜಿಲ್ಲಾ ಪಂಚಾಯತ್ — [92, 430, 186, 440]
ad-govt-label: ಕಾರ್ಯಪಾಲಕ ಅಭಿಯಂತರರು — [105, 1114, 173, 1122]
ad-sign: ಸಹಿ/- ಕಾರ್ಯನಿರ್ವಾಹಕ ಅಭಿಯಂತರರು, — [823, 234, 916, 242]
ad-body: ಲೋಕೋಪಯೋಗಿ ಇಲಾಖೆ ದಾವಣಗೆರೆ ವಿಭಾಗದ ವ್ಯಾಪ್ತಿಯಲ್ಲಿ ಕಾಮಗಾರಿಗಳಿಗೆ ಟೆಂಡರ್ ಆಹ್ವಾನಿಸಲಾಗಿದೆ. ಇಂಡೆಂಟ್ ಸಂಖ್ಯೆ : 31680/CALL–2. ಅಂದಾಜು ಮೊತ್ತ ರೂ.350.00 ಲಕ್ಷ. ಟೆಂಡರ್ ದಸ್ತಾವೇಜುಗಳನ್ನು 20.02.2026 ರಿಂದ ಡೌನ್‌ಲೋಡ್ ಮಾಡಬಹುದು. ಟೆಂಡರ್ ಸಲ್ಲಿಸಲು ಕೊನೆಯ ದಿನಾಂಕ 02.03.2026 ಸಂಜೆ 4.00 ಗಂಟೆ. ತಾಂತ್ರಿಕ ಬಿಡ್ ತೆರೆಯುವ ದಿನಾಂಕ 07.03.2026 ಸಂಜೆ 4.30 ಗಂಟೆ. ಹೆಚ್ಚಿನ ವಿವರಗಳಿಗೆ ಸಂಪರ್ಕಿಸಿ : 08192 234951, 235530. https://kppp.karnataka.gov.in — [246, 765, 454, 816]
ad-sign2: ಗ್ರಾ.ಕು.ನೀ. ಮತ್ತು ನೈ. ವಿಭಾಗ, ಬಳ್ಳಾರಿ. — [826, 246, 916, 254]
registration-dot — [618, 1448, 625, 1455]
ad-body: KPPP Portal ಮುಖಾಂತರ ವಾಯವ್ಯ ಕರ್ನಾಟಕ ರಸ್ತೆ ಸಾರಿಗೆ ಸಂಸ್ಥೆಯ ಕಾಮಗಾರಿಗಳಿಗೆ ಟೆಂಡರ್‌ಗಳನ್ನು ಆಹ್ವಾನಿಸಲಾಗಿದೆ. http://kppp.karnataka.gov.in ನಲ್ಲಿ ಟೆಂಡರ್ ದಸ್ತಾವೇಜುಗಳನ್ನು ಪಡೆಯಬಹುದು. ಟೆಂಡರ್ ಸಲ್ಲಿಸಲು ಕೊನೆಯ ದಿನಾಂಕ : 07.03.2026, 16.00 ಘಂಟೆ. ಹೆಚ್ಚಿನ ವಿವರಗಳಿಗೆ ಸಹಾಯವಾಣಿ (help desk) 91–8046010000, 91–8068948777, 0836–2332383 ಗೆ ಸಂಪರ್ಕಿಸಬಹುದು. — [708, 814, 916, 856]
ad-band: -ಃ ಅಲ್ಪಾವಧಿ ಇ-ಪ್ರೊಕ್ಯೂರ್‌ಮೆಂಟ್ ಟೆಂಡರ್ ಪ್ರಕಟಣೆ ಃ- — [18, 131, 344, 145]
ad-sign: ಸಹಿ/- ಉಪನಿರ್ದೇಶಕರು, — [397, 543, 454, 552]
govt-emblem-icon — [708, 74, 740, 106]
ad-body: ಕರ್ನಾಟಕ ರಾಜ್ಯದ ರಾಜ್ಯಪಾಲರ ಪರವಾಗಿ, ಕಾರ್ಯನಿರ್ವಾಹಕ ಅಭಿಯಂತರರು, ಗ್ರಾಮೀಣ ಕುಡಿಯುವ ನೀರು ಮತ್ತು ನೈರ್ಮಲ್ಯ ವಿಭಾಗ, ತುಮಕೂರು ರವರು 2025–26 ನೇ ಸಾಲಿನ ಕಾಮಗಾರಿಗಳಿಗೆ ಅರ್ಹ ಗುತ್ತಿಗೆದಾರರಿಂದ ಕರ್ನಾಟಕ ಸಾರ್ವಜನಿಕ ಸಂಗ್ರಹಣೆಗಳ ಪೋರ್ಟಲ್ ಮುಖಾಂತರ ಟೆಂಡರ್ ಆಹ್ವಾನಿಸಲಾಗಿದೆ. ಕಾಮಗಾರಿಗಳ ಅಂದಾಜು ಮೊತ್ತ ರೂ. 65.56 ಲಕ್ಷಗಳಿಂದ ರೂ. 1,31,200/– ಗಳು ಮತ್ತು ರೂ. 156.20 ಲಕ್ಷಗಳು. ಟೆಂಡರ್ ಸಲ್ಲಿಸಲು ಕೊನೆಯ ದಿನಾಂಕ : 04–03–2026 ಸಂಜೆ 5:00 ಘಂಟೆವರೆಗೆ. ತಾಂತ್ರಿಕ ಬಿಡ್ ತೆರೆಯುವ ದಿನಾಂಕ : 07–03–2026 ಸಂಜೆ 05.30 ಘಂಟೆ. ಆರ್ಥಿಕ ಬಿಡ್ ತೆರೆಯುವ ದಿನಾಂಕ : 10–03–2026 ಬೆಳಿಗ್ಗೆ 11.00 ಘಂಟೆಯ ನಂತರ. — [18, 515, 224, 583]
ad-date: ದಿನಾಂಕ: 19.02.2026 — [162, 1156, 224, 1164]
ad-org: ಕರ್ನಾಟಕ ಗೃಹ ಮಂಡಳಿ — [553, 834, 645, 848]
ad-footer-code: ವಾ.ಸಾ.ಸಂ/ಕ್ರಿಕ್ಷೇ/5768/ಸಿಆರ್‌ಎಂ/2025–26 — [18, 1251, 116, 1259]
table-header-cell: ವಿಭಾಗ/ಕಾಮಗಾರಿ — [709, 860, 744, 879]
ad-org: ವಾಯವ್ಯ ಕರ್ನಾಟಕ ರಸ್ತೆ ಸಾರಿಗೆ ಸಂಸ್ಥೆ — [775, 752, 885, 762]
ad-ref: ಕ್ರ.ಸಂ:ಕಾಇಂ/ಗ್ರಾಕುನೀ&ನೈ/ವಿ/ಬಳ್ಳಾ/ಟೆಂಡರ್/CMIDP/2025-26/1684 — [708, 120, 860, 127]
nwkrtc-logo-icon — [708, 752, 740, 784]
ad-dept: ಲೋಕೋಪಯೋಗಿ ಇಲಾಖೆ — [772, 1039, 852, 1049]
registration-dot — [856, 1448, 863, 1455]
ad-sign: ನ್ಯಾಯಾಲಯದ ಆಜ್ಞೆಯ ಮೇರೆಗೆ — [150, 915, 224, 924]
ad-ref: ಸಂ: ವಾಕರಸಾಸಂ/ಕಾ/ಟೆಂ:168/2025-26 — [708, 786, 798, 793]
ad-footer-code: DIPR/DDMYS/1485/KSMCA/657/2025-26 — [478, 709, 598, 717]
ad-band: ಅಲ್ಪಾವಧಿ ಟೆಂಡರ್ ಪ್ರಕಟಣೆ ಸಂ: 22/2025-26 — [18, 484, 224, 498]
day-label: ಶನಿವಾರ — [88, 6, 120, 20]
ad-band2: (ಕರ್ನಾಟಕ ಸಾರ್ವಜನಿಕ ಸಂಗ್ರಹಣೆಗಳ ಪಾರದರ್ಶಕ ಅಧಿನಿಯಮ-2000 ರಂತೆ) — [708, 148, 916, 161]
ad-govt-label: ಕರ್ನಾಟಕ ಸರ್ಕಾರ — [161, 74, 201, 82]
ad-date: ದಿನಾಂಕ: 20.02.2026 — [401, 737, 454, 744]
ad-govt-label: ಕರ್ನಾಟಕ ಸರ್ಕಾರ — [561, 562, 601, 570]
ad-band: ಟೆಂಡರ್ ಪ್ರಕಟಣೆ — [246, 482, 454, 496]
ad-dept: ಜಿಲ್ಲಾ ಪಂಚಾಯತ್, ಮೈಸೂರು — [535, 571, 627, 581]
ad-band: ಅಲ್ಪಾವಧಿ ಕೆಪಿಪಿಪಿ ಟೆಂಡರ್ ಪ್ರಕಟಣೆ (2ನೇ ಕರೆ) — [246, 749, 454, 763]
registration-dot — [104, 1448, 111, 1455]
ad-sub-label: ಕಾಮಗಾರಿ ಇಲಾಖೆ, ಹುಬ್ಬಳ್ಳಿ — [798, 763, 862, 771]
ad-sign2: ಕೆಐಎಡಿಬಿ, ಬೆಂಗಳೂರು — [627, 214, 680, 222]
ad-health-mysuru — [470, 556, 692, 818]
ad-sign: ಸಹಿ/- ಆಡಳಿತ ವೈದ್ಯಾಧಿಕಾರಿಗಳು, ಸಾರ್ವಜನಿಕ ಆಸ್ಪತ್ರೆ, — [795, 568, 916, 576]
ad-date: ದಿ: 16.02.2026 — [873, 486, 916, 493]
color-registration-marks — [836, 1448, 873, 1455]
ad-body: 1) ಕಾಮಗಾರಿಯ ವಿವರ : 1. ಸೇಡಂ ತಾಲ್ಲೂಕಿನ 04 ಕಾಮಗಾರಿಗಳ ಇಂಡೆಂಟ್ ಸಂ : 33021, 32859, 33191 (ಪ್ಯಾಕೇಜ್), ಪ್ಯಾಕೇಜ್ ಮುಖಾಂತರ 2. ಚಿತ್ತಾಪೂರ ತಾಲ್ಲೂಕಿನ 12 ಕಾಮಗಾರಿಗಳ ಇಂಡೆಂಟ್ ಸಂ : 32615, 32619, 32623, 31953, 31957, 32790, 32818, 32454, 32642, 32676 ರ ಕಾಮಗಾರಿಗಳು ಒಟ್ಟು ಅಂದಾಜು ಮೊತ್ತ : ರೂ. 18.00 ಲಕ್ಷಗಳು, ಗರಿಷ್ಠ ರೂ. 324.16 ಲಕ್ಷಗಳು, 4) ಗುತ್ತಿಗೆದಾರರ ಅರ್ಹತೆ : 4ನೇ ದರ್ಜೆ ಮತ್ತು ಮೇಲ್ಪಟ್ಟ, 5) ಟೆಂಡರ್ ಪ್ರಕಟಣೆಯ ದಿನಾಂಕ : 25-02-2026 ರಂದು ಬೆಳಿಗ್ಗೆ 11:00 ಗಂಟೆಗೆ, 6) ಟೆಂಡರ್ ಸಲ್ಲಿಸಲು ಕೊನೆಯ ದಿನಾಂಕ : 27-02-2026 ರ ಸಾಯಂಕಾಲ 17:30 ಗಂಟೆಯವರೆಗೆ, 7) ಟೆಂಡರ್ ಪೂರ್ವಭಾವಿ ಸಭೆ ದಿನಾಂಕ : 02-03-2026 ರ ಸಾಯಂಕಾಲ 16:00 ಗಂಟೆಯವರೆಗೆ, 8) ತಾಂತ್ರಿಕ ಬಿಡ್ ತೆರೆಯುವ ದಿನಾಂಕ : 03-03-2026 ರ ಸಾಯಂಕಾಲ 16:30 ಗಂಟೆಯವರೆಗೆ, 9) ಟೆಂಡರ್ ಅರ್ಹತಾ ಷರತ್ತುಗಳು ಹಾಗೂ ಇತರೆ ವಿವರಗಳನ್ನು ವೆಬ್‌ಸೈಟ್ www.kppp.karnataka.gov.in ನಲ್ಲಿ ವೀಕ್ಷಿಸಬಹುದು. 10) ಹೆಚ್ಚಿನ ವಿವರಗಳಿಗಾಗಿ ಸಂಬಂಧಿಸಿದ ಕಛೇರಿಯನ್ನು ಸಂಪರ್ಕಿಸಲು ಕೋರಿದೆ. ಟಿಪ್ಪಣಿ : 1) ಈ ಕೆಳಗೆ ಸಹಿ ಮಾಡಿರುವವರು ಯಾವುದೇ ಕಾರಣಗಳನ್ನು ನೀಡದೆ ಪ್ರಕ್ರಿಯೆಯನ್ನು ರದ್ದುಪಡಿಸುವ ಹಕ್ಕನ್ನು ಕಾಯ್ದಿರಿಸಿಕೊಂಡಿರುತ್ತಾರೆ. — [18, 147, 344, 223]
ad-sign: ಸಹಿ/- ಮುಖ್ಯ ಕಾಮಗಾರಿ ಅಭಿಯಂತರರು — [825, 901, 916, 910]
ad-pwd-mysuru — [700, 1024, 924, 1396]
ad-band: ಇ-ಟೆಂಡರ್ ಪ್ರಕಟಣೆ — [708, 498, 916, 512]
table-cell: 6,77,66,500/– — [829, 879, 875, 898]
ad-dept: ಜಿಲ್ಲಾ ಪಂಚಾಯತ್, ಬಳ್ಳಾರಿ — [789, 83, 871, 93]
ad-footer-code: ವಾ.ಸಾ.ಸಂ/ಬಳ್ಳಾರಿ/1034/ಸಿಆರ್‌ಎಂ/2025-26 — [708, 255, 810, 262]
registration-dot — [608, 1448, 615, 1455]
